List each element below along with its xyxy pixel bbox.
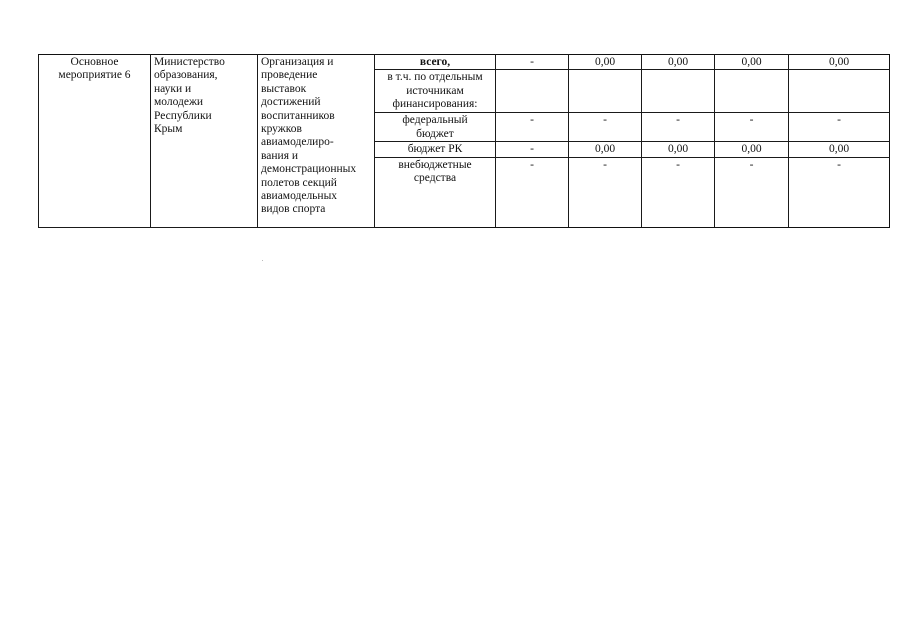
value-cell: 0,00: [642, 55, 715, 70]
value-cell: 0,00: [569, 55, 642, 70]
executor-cell: Министерство образования, науки и молодежи Республики Крым: [151, 55, 258, 228]
scan-speck: [262, 260, 263, 261]
funding-label-cell: бюджет РК: [375, 142, 496, 157]
value-cell: [496, 70, 569, 113]
table-row: [39, 55, 890, 70]
value-cell: -: [496, 113, 569, 142]
value-cell: -: [642, 157, 715, 227]
value-cell: 0,00: [642, 142, 715, 157]
funding-label-cell: федеральный бюджет: [375, 113, 496, 142]
event-cell: Основное мероприятие 6: [39, 55, 151, 228]
value-cell: -: [715, 157, 789, 227]
description-cell: Организация и проведение выставок достижений воспитанников кружков авиамоделиро- вания и демонстрационных полетов секций авиамодельных видов спорта: [258, 55, 375, 228]
value-cell: -: [496, 55, 569, 70]
funding-label-cell: внебюджетные средства: [375, 157, 496, 227]
value-cell: [789, 70, 890, 113]
value-cell: [569, 70, 642, 113]
value-cell: -: [569, 157, 642, 227]
value-cell: -: [789, 113, 890, 142]
value-cell: 0,00: [789, 142, 890, 157]
value-cell: -: [789, 157, 890, 227]
funding-label-cell: всего,: [375, 55, 496, 70]
funding-label-cell: в т.ч. по отдельным источникам финансирования:: [375, 70, 496, 113]
value-cell: -: [496, 157, 569, 227]
value-cell: -: [496, 142, 569, 157]
value-cell: [642, 70, 715, 113]
value-cell: 0,00: [715, 55, 789, 70]
value-cell: -: [642, 113, 715, 142]
value-cell: -: [715, 113, 789, 142]
value-cell: 0,00: [789, 55, 890, 70]
value-cell: [715, 70, 789, 113]
value-cell: -: [569, 113, 642, 142]
value-cell: 0,00: [569, 142, 642, 157]
value-cell: 0,00: [715, 142, 789, 157]
financing-table: [38, 54, 890, 228]
